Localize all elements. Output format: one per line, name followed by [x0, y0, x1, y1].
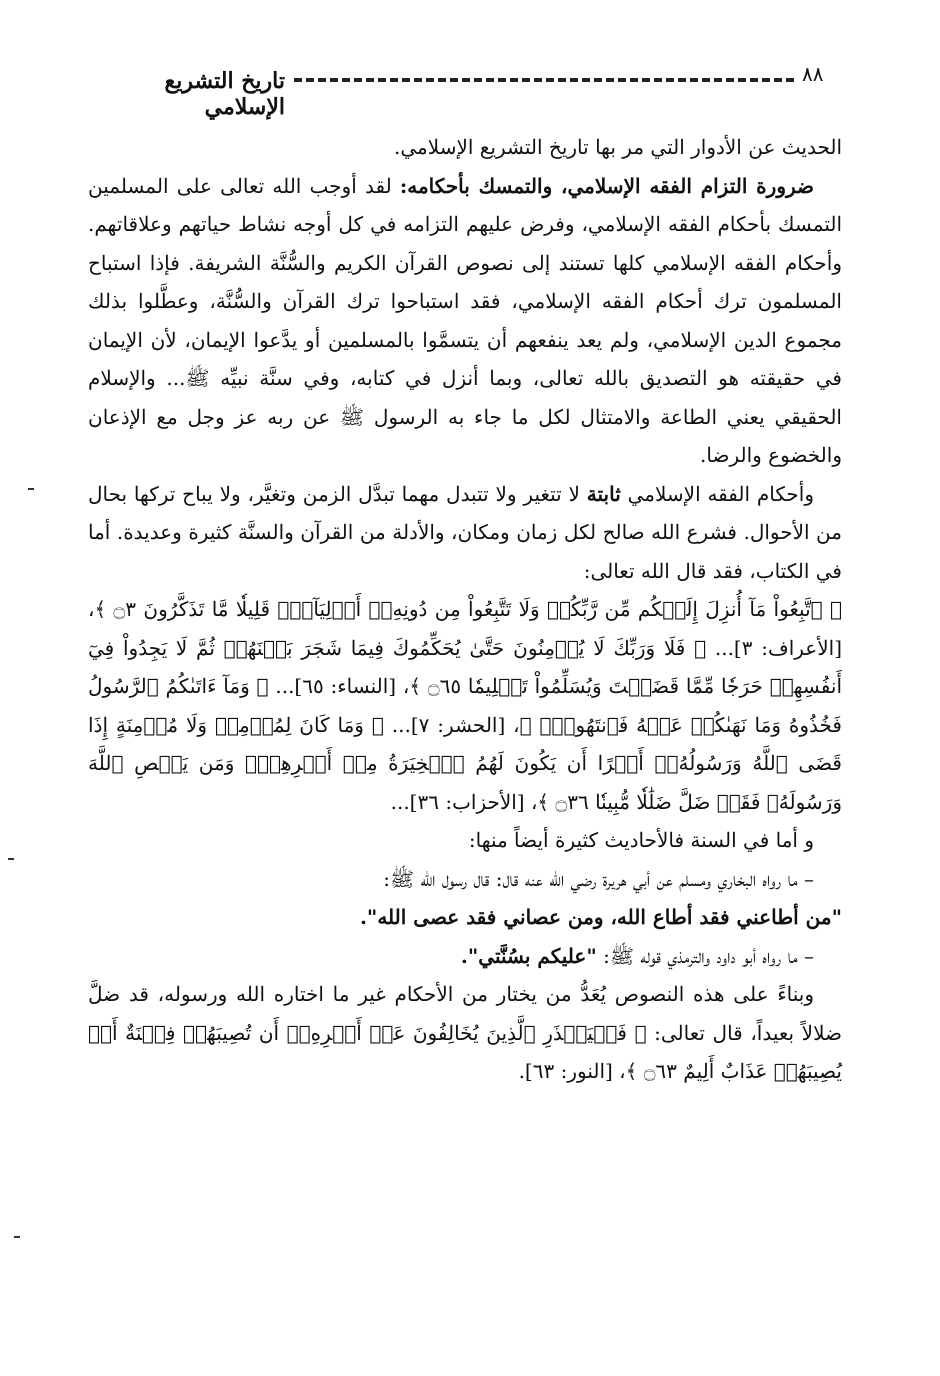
- paragraph-text: لقد أوجب الله تعالى على المسلمين التمسك بأحكام الفقه الإسلامي، وفرض عليهم التزامه في كل أوجه نشاط حياتهم وعلاقاتهم. وأحكام الفقه الإسلامي كلها تستند إلى نصوص القرآن الكريم والسُّنَّة الشريفة. فإذا استباح المسلمون ترك أحكام الفقه الإسلامي، فقد استباحوا ترك القرآن والسُّنَّة، وعطَّلوا بذلك مجموع الدين الإسلامي، ولم يعد ينفعهم أن يتسمَّوا بالمسلمين أو يدَّعوا الإيمان، لأن الإيمان في حقيقته هو التصديق بالله تعالى، وبما أنزل في كتابه، وفي سنَّة نبيِّه ﷺ... والإسلام الحقيقي يعني الطاعة والامتثال لكل ما جاء به الرسول ﷺ عن ربه عز وجل مع الإذعان والخضوع والرضا.: [88, 173, 842, 467]
- page-number: ٨٨: [802, 62, 824, 86]
- paragraph-text: لا تتغير ولا تتبدل مهما تبدَّل الزمن وتغيَّر، ولا يباح تركها بحال من الأحوال. فشرع الله صالح لكل زمان ومكان، والأدلة من القرآن والسنَّة كثيرة وعديدة. أما في الكتاب، فقد قال الله تعالى:: [88, 481, 842, 583]
- margin-mark: [28, 488, 34, 490]
- running-title: تاريخ التشريع الإسلامي: [164, 68, 285, 120]
- page-header: [90, 62, 840, 120]
- quran-verses: ﴿ ٱتَّبِعُواْ مَآ أُنزِلَ إِلَيۡكُم مِّن رَّبِّكُمۡ وَلَا تَتَّبِعُواْ مِن دُونِهِۦٓ أَوۡلِيَآءَۗ قَلِيلٗا مَّا تَذَكَّرُونَ ۝٣ ﴾، [الأعراف: ٣]... ﴿ فَلَا وَرَبِّكَ لَا يُؤۡمِنُونَ حَتَّىٰ يُحَكِّمُوكَ فِيمَا شَجَرَ بَيۡنَهُمۡ ثُمَّ لَا يَجِدُواْ فِيٓ أَنفُسِهِمۡ حَرَجٗا مِّمَّا قَضَيۡتَ وَيُسَلِّمُواْ تَسۡلِيمٗا ۝٦٥ ﴾، [النساء: ٦٥]... ﴿ وَمَآ ءَاتَىٰكُمُ ٱلرَّسُولُ فَخُذُوهُ وَمَا نَهَىٰكُمۡ عَنۡهُ فَٱنتَهُواْۚ ﴾، [الحشر: ٧]... ﴿ وَمَا كَانَ لِمُؤۡمِنٖ وَلَا مُؤۡمِنَةٍ إِذَا قَضَى ٱللَّهُ وَرَسُولُهُۥٓ أَمۡرًا أَن يَكُونَ لَهُمُ ٱلۡخِيَرَةُ مِنۡ أَمۡرِهِمۡۗ وَمَن يَعۡصِ ٱللَّهَ وَرَسُولَهُۥ فَقَدۡ ضَلَّ ضَلَٰلٗا مُّبِينٗا ۝٣٦ ﴾، [الأحزاب: ٣٦]...: [88, 597, 843, 814]
- hadith-bukhari-muslim: – ما رواه البخاري ومسلم عن أبي هريرة رضي الله عنه قال: قال رسول الله ﷺ:: [383, 866, 814, 891]
- paragraph-text: وأحكام الفقه الإسلامي: [620, 481, 814, 506]
- page-body: [88, 128, 842, 1091]
- hadith-quote: "من أطاعني فقد أطاع الله، ومن عصاني فقد عصى الله".: [359, 905, 842, 929]
- paragraph-intro: الحديث عن الأدوار التي مر بها تاريخ التشريع الإسلامي.: [394, 135, 842, 159]
- margin-mark: [8, 858, 14, 860]
- header-dotted-rule: [294, 78, 794, 88]
- margin-mark: [14, 1236, 20, 1238]
- paragraph-permanence: [88, 475, 842, 591]
- emphasis-word: ثابتة: [586, 481, 621, 506]
- paragraph-text: – ما رواه أبو داود والترمذي قوله ﷺ:: [596, 943, 814, 968]
- hadith-abu-dawud: [88, 937, 842, 976]
- hadith-quote: "عليكم بسُنَّتي".: [460, 943, 597, 968]
- section-heading: ضرورة التزام الفقه الإسلامي، والتمسك بأحكامه:: [399, 173, 814, 198]
- paragraph-sunnah: و أما في السنة فالأحاديث كثيرة أيضاً منها:: [468, 828, 814, 852]
- paragraph-obligation: [88, 167, 842, 475]
- paragraph-conclusion: وبناءً على هذه النصوص يُعَدُّ من يختار من الأحكام غير ما اختاره الله ورسوله، قد ضلَّ ضلالاً بعيداً، قال تعالى: ﴿ فَلۡيَحۡذَرِ ٱلَّذِينَ يُخَالِفُونَ عَنۡ أَمۡرِهِۦٓ أَن تُصِيبَهُمۡ فِتۡنَةٌ أَوۡ يُصِيبَهُمۡ عَذَابٌ أَلِيمٌ ۝٦٣ ﴾، [النور: ٦٣].: [88, 982, 842, 1083]
